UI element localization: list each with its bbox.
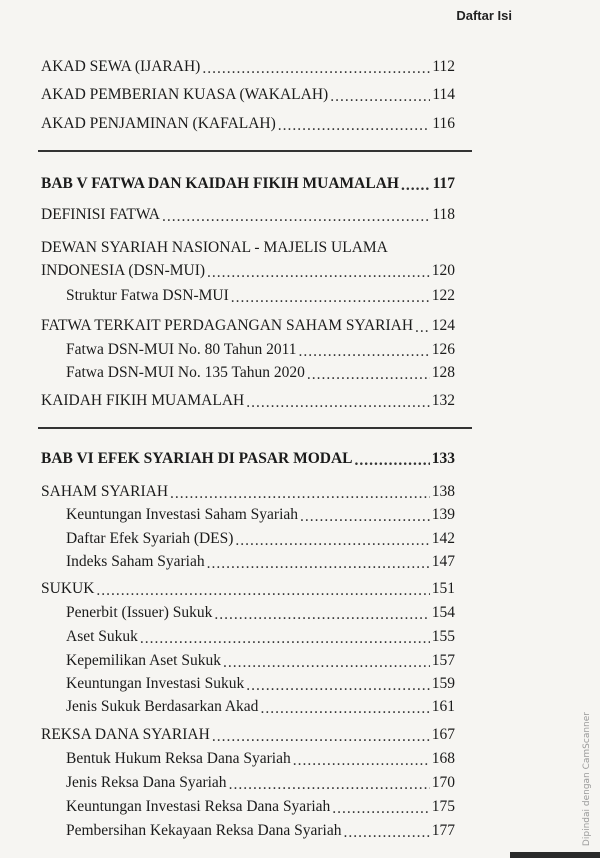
toc-subentry-aset-sukuk <box>0 624 455 646</box>
toc-entry-label: Kepemilikan Aset Sukuk <box>66 652 221 669</box>
toc-chapter-label: BAB VI EFEK SYARIAH DI PASAR MODAL <box>41 450 353 467</box>
toc-entry-label: Penerbit (Issuer) Sukuk <box>66 604 213 621</box>
toc-chapter-bab-vi <box>0 446 455 468</box>
toc-entry-label: FATWA TERKAIT PERDAGANGAN SAHAM SYARIAH <box>41 317 414 334</box>
toc-entry-page: 116 <box>432 115 455 132</box>
toc-entry-label: Pembersihan Kekayaan Reksa Dana Syariah <box>66 822 342 839</box>
toc-leader-dots <box>343 825 429 841</box>
toc-entry-page: 139 <box>431 506 455 523</box>
toc-entry-page: 126 <box>431 341 455 358</box>
toc-entry-kaidah-fikih <box>0 388 455 410</box>
toc-leader-dots <box>214 607 429 623</box>
toc-entry-label: Keuntungan Investasi Reksa Dana Syariah <box>66 798 331 815</box>
toc-entry-label: Keuntungan Investasi Sukuk <box>66 675 245 692</box>
toc-entry-saham-syariah <box>0 479 455 501</box>
toc-entry-label: AKAD SEWA (IJARAH) <box>41 58 201 75</box>
toc-entry-label: Struktur Fatwa DSN-MUI <box>66 287 229 304</box>
toc-entry-page: 167 <box>431 726 455 743</box>
toc-entry-page: 142 <box>431 530 455 547</box>
toc-leader-dots <box>354 453 429 469</box>
scanner-watermark: Dipindai dengan CamScanner <box>582 712 592 847</box>
toc-subentry-jenis-sukuk <box>0 694 455 716</box>
toc-subentry-keuntungan-reksa <box>0 794 455 816</box>
toc-chapter-page: 117 <box>432 175 455 192</box>
toc-entry-page: 159 <box>431 675 455 692</box>
toc-entry-label: AKAD PENJAMINAN (KAFALAH) <box>41 115 276 132</box>
toc-entry-label: Jenis Reksa Dana Syariah <box>66 774 227 791</box>
toc-subentry-fatwa-80 <box>0 337 455 359</box>
toc-entry-page: 177 <box>431 822 455 839</box>
toc-entry-reksa-dana <box>0 722 455 744</box>
toc-leader-dots <box>207 556 430 572</box>
toc-leader-dots <box>231 290 430 306</box>
toc-entry-page: 128 <box>431 364 455 381</box>
toc-leader-dots <box>246 395 430 411</box>
toc-entry-page: 120 <box>431 262 455 279</box>
toc-entry-sukuk <box>0 576 455 598</box>
toc-leader-dots <box>229 777 430 793</box>
toc-entry-page: 124 <box>431 317 455 334</box>
toc-entry-dsn-mui-line2 <box>0 258 455 280</box>
toc-leader-dots <box>96 583 429 599</box>
toc-leader-dots <box>415 320 430 336</box>
toc-chapter-label: BAB V FATWA DAN KAIDAH FIKIH MUAMALAH <box>41 175 399 192</box>
toc-leader-dots <box>401 178 431 194</box>
toc-leader-dots <box>235 533 429 549</box>
toc-entry-label: AKAD PEMBERIAN KUASA (WAKALAH) <box>41 86 329 103</box>
toc-entry-akad-sewa <box>0 54 455 76</box>
toc-entry-page: 151 <box>431 580 455 597</box>
toc-entry-akad-wakalah <box>0 82 455 104</box>
toc-entry-label: KAIDAH FIKIH MUAMALAH <box>41 392 245 409</box>
page-header-title: Daftar Isi <box>456 8 512 23</box>
toc-subentry-keuntungan-sukuk <box>0 671 455 693</box>
toc-leader-dots <box>278 118 431 134</box>
toc-entry-page: 168 <box>431 750 455 767</box>
toc-chapter-bab-v <box>0 171 455 193</box>
toc-entry-label: INDONESIA (DSN-MUI) <box>41 262 206 279</box>
toc-leader-dots <box>246 678 430 694</box>
toc-subentry-indeks-saham <box>0 549 455 571</box>
toc-subentry-jenis-reksa <box>0 770 455 792</box>
toc-leader-dots <box>162 209 430 225</box>
toc-entry-label: Indeks Saham Syariah <box>66 553 205 570</box>
toc-entry-page: 157 <box>431 652 455 669</box>
toc-subentry-fatwa-135 <box>0 360 455 382</box>
toc-entry-label: Aset Sukuk <box>66 628 138 645</box>
toc-subentry-kepemilikan-aset <box>0 648 455 670</box>
toc-subentry-pembersihan-kekayaan <box>0 818 455 840</box>
toc-leader-dots <box>260 701 429 717</box>
toc-chapter-page: 133 <box>431 450 455 467</box>
toc-leader-dots <box>202 61 430 77</box>
toc-leader-dots <box>223 655 430 671</box>
toc-entry-label: REKSA DANA SYARIAH <box>41 726 210 743</box>
toc-leader-dots <box>212 729 430 745</box>
toc-leader-dots <box>299 344 430 360</box>
toc-leader-dots <box>140 631 430 647</box>
toc-entry-page: 112 <box>432 58 455 75</box>
toc-subentry-bentuk-hukum <box>0 746 455 768</box>
toc-entry-label: SAHAM SYARIAH <box>41 483 169 500</box>
toc-entry-page: 155 <box>431 628 455 645</box>
toc-entry-label: Keuntungan Investasi Saham Syariah <box>66 506 299 523</box>
toc-entry-page: 147 <box>431 553 455 570</box>
page-edge-shadow <box>510 852 600 858</box>
toc-entry-page: 118 <box>432 206 455 223</box>
toc-entry-page: 154 <box>431 604 455 621</box>
toc-subentry-struktur-fatwa <box>0 283 455 305</box>
toc-entry-page: 122 <box>431 287 455 304</box>
toc-entry-dsn-mui-line1 <box>0 235 455 257</box>
toc-entry-page: 114 <box>432 86 455 103</box>
toc-leader-dots <box>207 265 430 281</box>
toc-entry-label: Fatwa DSN-MUI No. 80 Tahun 2011 <box>66 341 297 358</box>
toc-leader-dots <box>330 89 430 105</box>
toc-subentry-penerbit-sukuk <box>0 600 455 622</box>
toc-leader-dots <box>300 509 430 525</box>
toc-entry-label: SUKUK <box>41 580 95 597</box>
toc-entry-akad-kafalah <box>0 111 455 133</box>
toc-entry-page: 170 <box>431 774 455 791</box>
toc-entry-page: 132 <box>431 392 455 409</box>
toc-entry-page: 175 <box>431 798 455 815</box>
toc-entry-label: DEFINISI FATWA <box>41 206 160 223</box>
toc-entry-label: Fatwa DSN-MUI No. 135 Tahun 2020 <box>66 364 305 381</box>
toc-entry-label: Jenis Sukuk Berdasarkan Akad <box>66 698 259 715</box>
section-divider <box>38 427 472 429</box>
toc-entry-definisi-fatwa <box>0 202 455 224</box>
toc-entry-page: 138 <box>431 483 455 500</box>
toc-leader-dots <box>307 367 430 383</box>
toc-entry-page: 161 <box>431 698 455 715</box>
toc-leader-dots <box>332 801 429 817</box>
section-divider <box>38 150 472 152</box>
toc-leader-dots <box>170 486 430 502</box>
toc-leader-dots <box>293 753 430 769</box>
toc-entry-label: Bentuk Hukum Reksa Dana Syariah <box>66 750 291 767</box>
toc-entry-label: DEWAN SYARIAH NASIONAL - MAJELIS ULAMA <box>41 239 388 256</box>
toc-subentry-keuntungan-saham <box>0 502 455 524</box>
toc-entry-fatwa-perdagangan <box>0 313 455 335</box>
toc-entry-label: Daftar Efek Syariah (DES) <box>66 530 234 547</box>
toc-subentry-des <box>0 526 455 548</box>
